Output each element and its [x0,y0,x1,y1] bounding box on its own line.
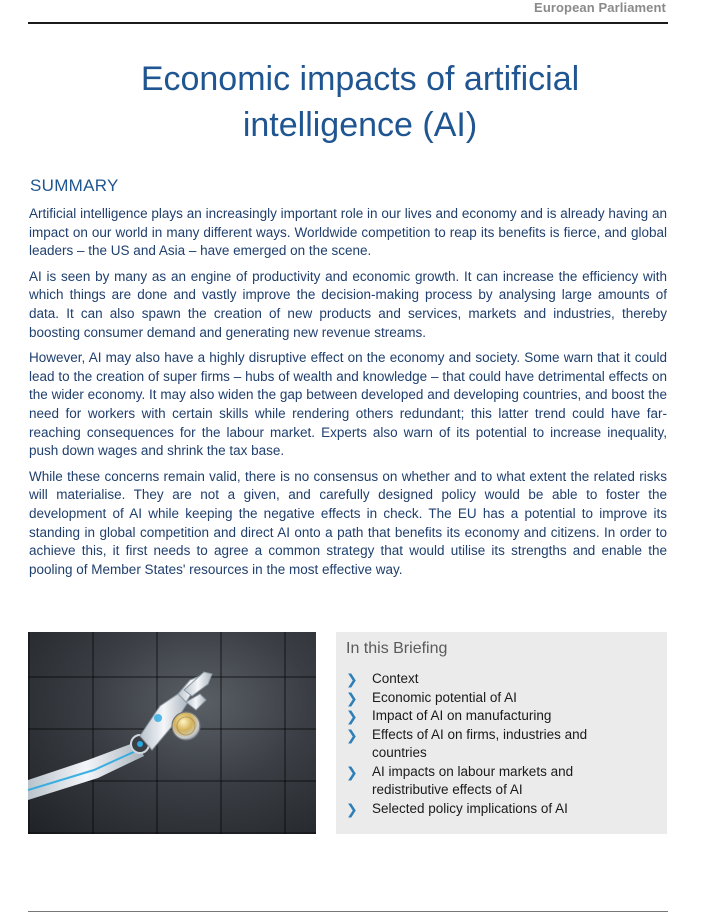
briefing-item-label: Context [372,671,419,686]
summary-paragraph: AI is seen by many as an engine of productivity and economic growth. It can increase the efficiency with which things are done and vastly improve the decision-making process by analysing large amounts of data. It can also spawn the creation of new products and services, markets and industries, thereby boosting consumer demand and generating new revenue streams. [29,268,667,340]
briefing-box [336,632,667,834]
briefing-list [344,670,644,818]
summary-paragraph: Artificial intelligence plays an increasingly important role in our lives and economy and is already having an impact on our world in many different ways. Worldwide competition to reap its benefits is fierce, and global leaders – the US and Asia – have emerged on the scene. [29,206,667,259]
summary-heading: SUMMARY [30,176,119,195]
chevron-right-icon: ❯ [346,727,358,744]
summary-body [29,205,667,586]
summary-paragraph: While these concerns remain valid, there is no consensus on whether and to what extent the related risks will materialise. They are not a given, and carefully designed policy would be able to foster the development of AI while keeping the negative effects in check. The EU has a potential to improve its standing in global competition and direct AI onto a path that benefits its economy and citizens. In order to achieve this, it first needs to agree a common strategy that would utilise its strengths and enable the pooling of Member States' resources in the most effective way. [29,468,667,577]
chevron-right-icon: ❯ [346,672,358,688]
briefing-title: In this Briefing [346,640,448,657]
footer-rule [28,911,668,912]
chevron-right-icon: ❯ [346,709,358,725]
briefing-item[interactable] [344,726,644,763]
chevron-right-icon: ❯ [346,690,358,707]
briefing-item[interactable] [344,707,644,726]
briefing-item[interactable] [344,689,644,708]
briefing-item-label: Selected policy implications of AI [372,800,568,816]
briefing-item[interactable] [344,800,644,819]
header-brand: European Parliament [534,0,666,15]
summary-paragraph: However, AI may also have a highly disruptive effect on the economy and society. Some warn that it could lead to the creation of super firms – hubs of wealth and knowledge – that could have detrimental effects on the wider economy. It may also widen the gap between developed and developing countries, and boost the need for workers with certain skills while rendering others redundant; this latter trend could have far-reaching consequences for the labour market. Experts also warn of its potential to increase inequality, push down wages and shrink the tax base. [29,350,667,459]
header-rule [28,22,668,24]
briefing-item-label: AI impacts on labour markets and redistributive effects of AI [372,763,574,797]
briefing-item-label: Effects of AI on firms, industries and countries [372,726,588,760]
page-title-line-1: Economic impacts of artificial [140,60,580,98]
briefing-item-label: Impact of AI on manufacturing [372,708,552,723]
page-title-line-2: intelligence (AI) [242,106,478,144]
robot-hand-holding-coin-photo [28,632,316,834]
chevron-right-icon: ❯ [346,801,358,818]
briefing-item[interactable] [344,670,644,689]
briefing-item[interactable] [344,763,644,800]
page-title [60,56,660,148]
robot-hand-coin-image [28,632,316,834]
briefing-item-label: Economic potential of AI [372,689,517,705]
chevron-right-icon: ❯ [346,764,358,781]
